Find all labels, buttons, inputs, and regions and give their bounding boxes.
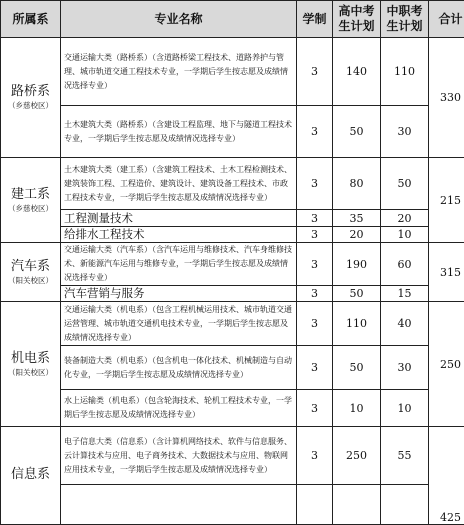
table-row [1, 390, 464, 427]
total-cell: 330 [429, 38, 464, 158]
hs-plan-cell: 190 [333, 243, 381, 286]
vs-plan-cell: 110 [381, 38, 429, 106]
vs-plan-cell: 50 [381, 158, 429, 210]
years-cell: 3 [297, 158, 333, 210]
vs-plan-cell [381, 485, 429, 525]
table-row [1, 227, 464, 243]
table-row [1, 158, 464, 210]
dept-campus: （乡慈校区） [1, 204, 60, 214]
dept-name: 信息系 [1, 467, 60, 483]
dept-campus: （乡慈校区） [1, 101, 60, 111]
major-cell: 电子信息大类（信息系）（含计算机网络技术、软件与信息服务、云计算技术与应用、电子商务技术、大数据技术与应用、物联网应用技术专业，一学期后学生按志愿及成绩情况选择专业） [61, 427, 297, 485]
major-cell [61, 485, 297, 525]
total-cell: 215 [429, 158, 464, 243]
vs-plan-cell: 10 [381, 390, 429, 427]
table-row [1, 427, 464, 485]
total-cell: 315 [429, 243, 464, 302]
table-row [1, 243, 464, 286]
major-cell: 土木建筑大类（路桥系）（含建设工程监理、地下与隧道工程技术专业，一学期后学生按志愿及成绩情况选择专业） [61, 106, 297, 158]
years-cell: 3 [297, 302, 333, 346]
major-cell: 水上运输类（机电系）（包含轮海技术、轮机工程技术专业，一学期后学生按志愿及成绩情况选择专业） [61, 390, 297, 427]
major-cell: 汽车营销与服务 [61, 286, 297, 302]
dept-name: 建工系 [1, 187, 60, 203]
header-hs-plan: 高中考生计划 [333, 1, 381, 38]
vs-plan-cell: 55 [381, 427, 429, 485]
vs-plan-cell: 10 [381, 227, 429, 243]
hs-plan-cell: 50 [333, 286, 381, 302]
table-row [1, 210, 464, 227]
major-cell: 给排水工程技术 [61, 227, 297, 243]
header-row [1, 1, 464, 38]
vs-plan-cell: 60 [381, 243, 429, 286]
years-cell: 3 [297, 106, 333, 158]
table-row [1, 38, 464, 106]
major-cell: 工程测量技术 [61, 210, 297, 227]
table-row [1, 485, 464, 525]
years-cell: 3 [297, 346, 333, 390]
major-cell: 交通运输大类（路桥系）（含道路桥梁工程技术、道路养护与管理、城市轨道交通工程技术专业，一学期后学生按志愿及成绩情况选择专业） [61, 38, 297, 106]
header-years: 学制 [297, 1, 333, 38]
vs-plan-cell: 40 [381, 302, 429, 346]
dept-cell [1, 243, 61, 302]
years-cell: 3 [297, 390, 333, 427]
vs-plan-cell: 30 [381, 346, 429, 390]
major-cell: 装备制造大类（机电系）（包含机电一体化技术、机械制造与自动化专业，一学期后学生按志愿及成绩情况选择专业） [61, 346, 297, 390]
table-row [1, 106, 464, 158]
years-cell: 3 [297, 243, 333, 286]
hs-plan-cell: 20 [333, 227, 381, 243]
total-cell: 250 [429, 302, 464, 427]
major-cell: 交通运输大类（汽车系）（含汽车运用与维修技术、汽车身维修技术、新能源汽车运用与维修专业，一学期后学生按志愿及成绩情况选择专业） [61, 243, 297, 286]
years-cell: 3 [297, 286, 333, 302]
hs-plan-cell: 250 [333, 427, 381, 485]
years-cell [297, 485, 333, 525]
hs-plan-cell: 10 [333, 390, 381, 427]
dept-campus: （阳关校区） [1, 276, 60, 286]
hs-plan-cell: 140 [333, 38, 381, 106]
vs-plan-cell: 30 [381, 106, 429, 158]
dept-cell [1, 158, 61, 243]
header-dept: 所属系 [1, 1, 61, 38]
header-vs-plan: 中职考生计划 [381, 1, 429, 38]
hs-plan-cell: 50 [333, 346, 381, 390]
dept-campus: （阳关校区） [1, 368, 60, 378]
major-cell: 交通运输大类（机电系）（包含工程机械运用技术、城市轨道交通运营管理、城市轨道交通机电技术专业，一学期后学生按志愿及成绩情况选择专业） [61, 302, 297, 346]
header-major: 专业名称 [61, 1, 297, 38]
hs-plan-cell: 110 [333, 302, 381, 346]
hs-plan-cell: 35 [333, 210, 381, 227]
dept-name: 机电系 [1, 351, 60, 367]
years-cell: 3 [297, 38, 333, 106]
major-cell: 土木建筑大类（建工系）（含建筑工程技术、土木工程检测技术、建筑装饰工程、工程造价、建筑设计、建筑设备工程技术、市政工程技术专业，一学期后学生按志愿及成绩情况选择专业） [61, 158, 297, 210]
total-cell: 425 [429, 427, 464, 525]
hs-plan-cell: 50 [333, 106, 381, 158]
dept-name: 路桥系 [1, 84, 60, 100]
dept-cell [1, 427, 61, 525]
years-cell: 3 [297, 227, 333, 243]
hs-plan-cell [333, 485, 381, 525]
header-total: 合计 [429, 1, 464, 38]
dept-cell [1, 302, 61, 427]
dept-cell [1, 38, 61, 158]
table-row [1, 286, 464, 302]
vs-plan-cell: 20 [381, 210, 429, 227]
table-row [1, 346, 464, 390]
years-cell: 3 [297, 427, 333, 485]
table-row [1, 302, 464, 346]
hs-plan-cell: 80 [333, 158, 381, 210]
dept-name: 汽车系 [1, 259, 60, 275]
years-cell: 3 [297, 210, 333, 227]
vs-plan-cell: 15 [381, 286, 429, 302]
